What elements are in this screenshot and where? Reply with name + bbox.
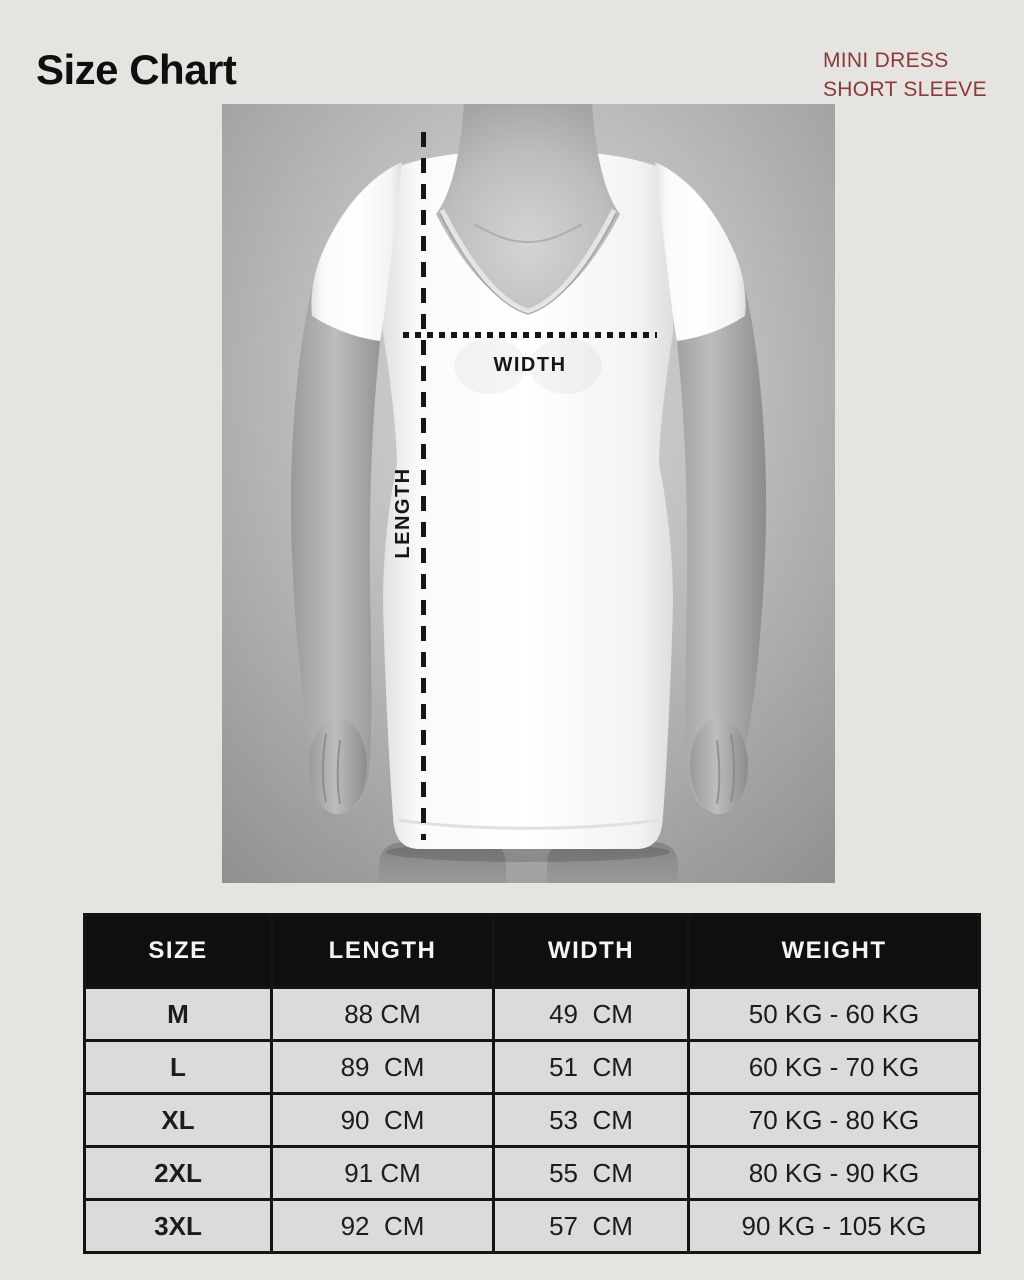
size-cell: M (85, 988, 272, 1041)
length-cell: 90 CM (272, 1094, 494, 1147)
size-cell: 2XL (85, 1147, 272, 1200)
length-cell: 89 CM (272, 1041, 494, 1094)
size-cell: 3XL (85, 1200, 272, 1253)
product-name-line1: MINI DRESS (823, 49, 949, 72)
size-cell: XL (85, 1094, 272, 1147)
product-name (823, 46, 987, 104)
width-measure-label: WIDTH (493, 354, 567, 376)
table-row (85, 1041, 980, 1094)
weight-cell: 90 KG - 105 KG (689, 1200, 980, 1253)
width-cell: 49 CM (494, 988, 689, 1041)
table-row (85, 1147, 980, 1200)
table-row (85, 988, 980, 1041)
page-title: Size Chart (36, 46, 237, 93)
weight-cell: 80 KG - 90 KG (689, 1147, 980, 1200)
weight-cell: 60 KG - 70 KG (689, 1041, 980, 1094)
mannequin-illustration (222, 104, 835, 883)
width-cell: 53 CM (494, 1094, 689, 1147)
table-row (85, 1094, 980, 1147)
length-cell: 92 CM (272, 1200, 494, 1253)
width-measure-line (403, 332, 657, 338)
length-cell: 88 CM (272, 988, 494, 1041)
column-header-width: WIDTH (494, 915, 689, 988)
width-cell: 57 CM (494, 1200, 689, 1253)
length-measure-label: LENGTH (392, 467, 414, 559)
weight-cell: 50 KG - 60 KG (689, 988, 980, 1041)
column-header-length: LENGTH (272, 915, 494, 988)
size-table-header-row (85, 915, 980, 988)
size-cell: L (85, 1041, 272, 1094)
length-measure-line (421, 132, 426, 840)
width-cell: 51 CM (494, 1041, 689, 1094)
product-name-line2: SHORT SLEEVE (823, 78, 987, 101)
weight-cell: 70 KG - 80 KG (689, 1094, 980, 1147)
column-header-size: SIZE (85, 915, 272, 988)
product-photo (222, 104, 835, 883)
width-cell: 55 CM (494, 1147, 689, 1200)
size-table (83, 913, 981, 1254)
column-header-weight: WEIGHT (689, 915, 980, 988)
length-cell: 91 CM (272, 1147, 494, 1200)
table-row (85, 1200, 980, 1253)
